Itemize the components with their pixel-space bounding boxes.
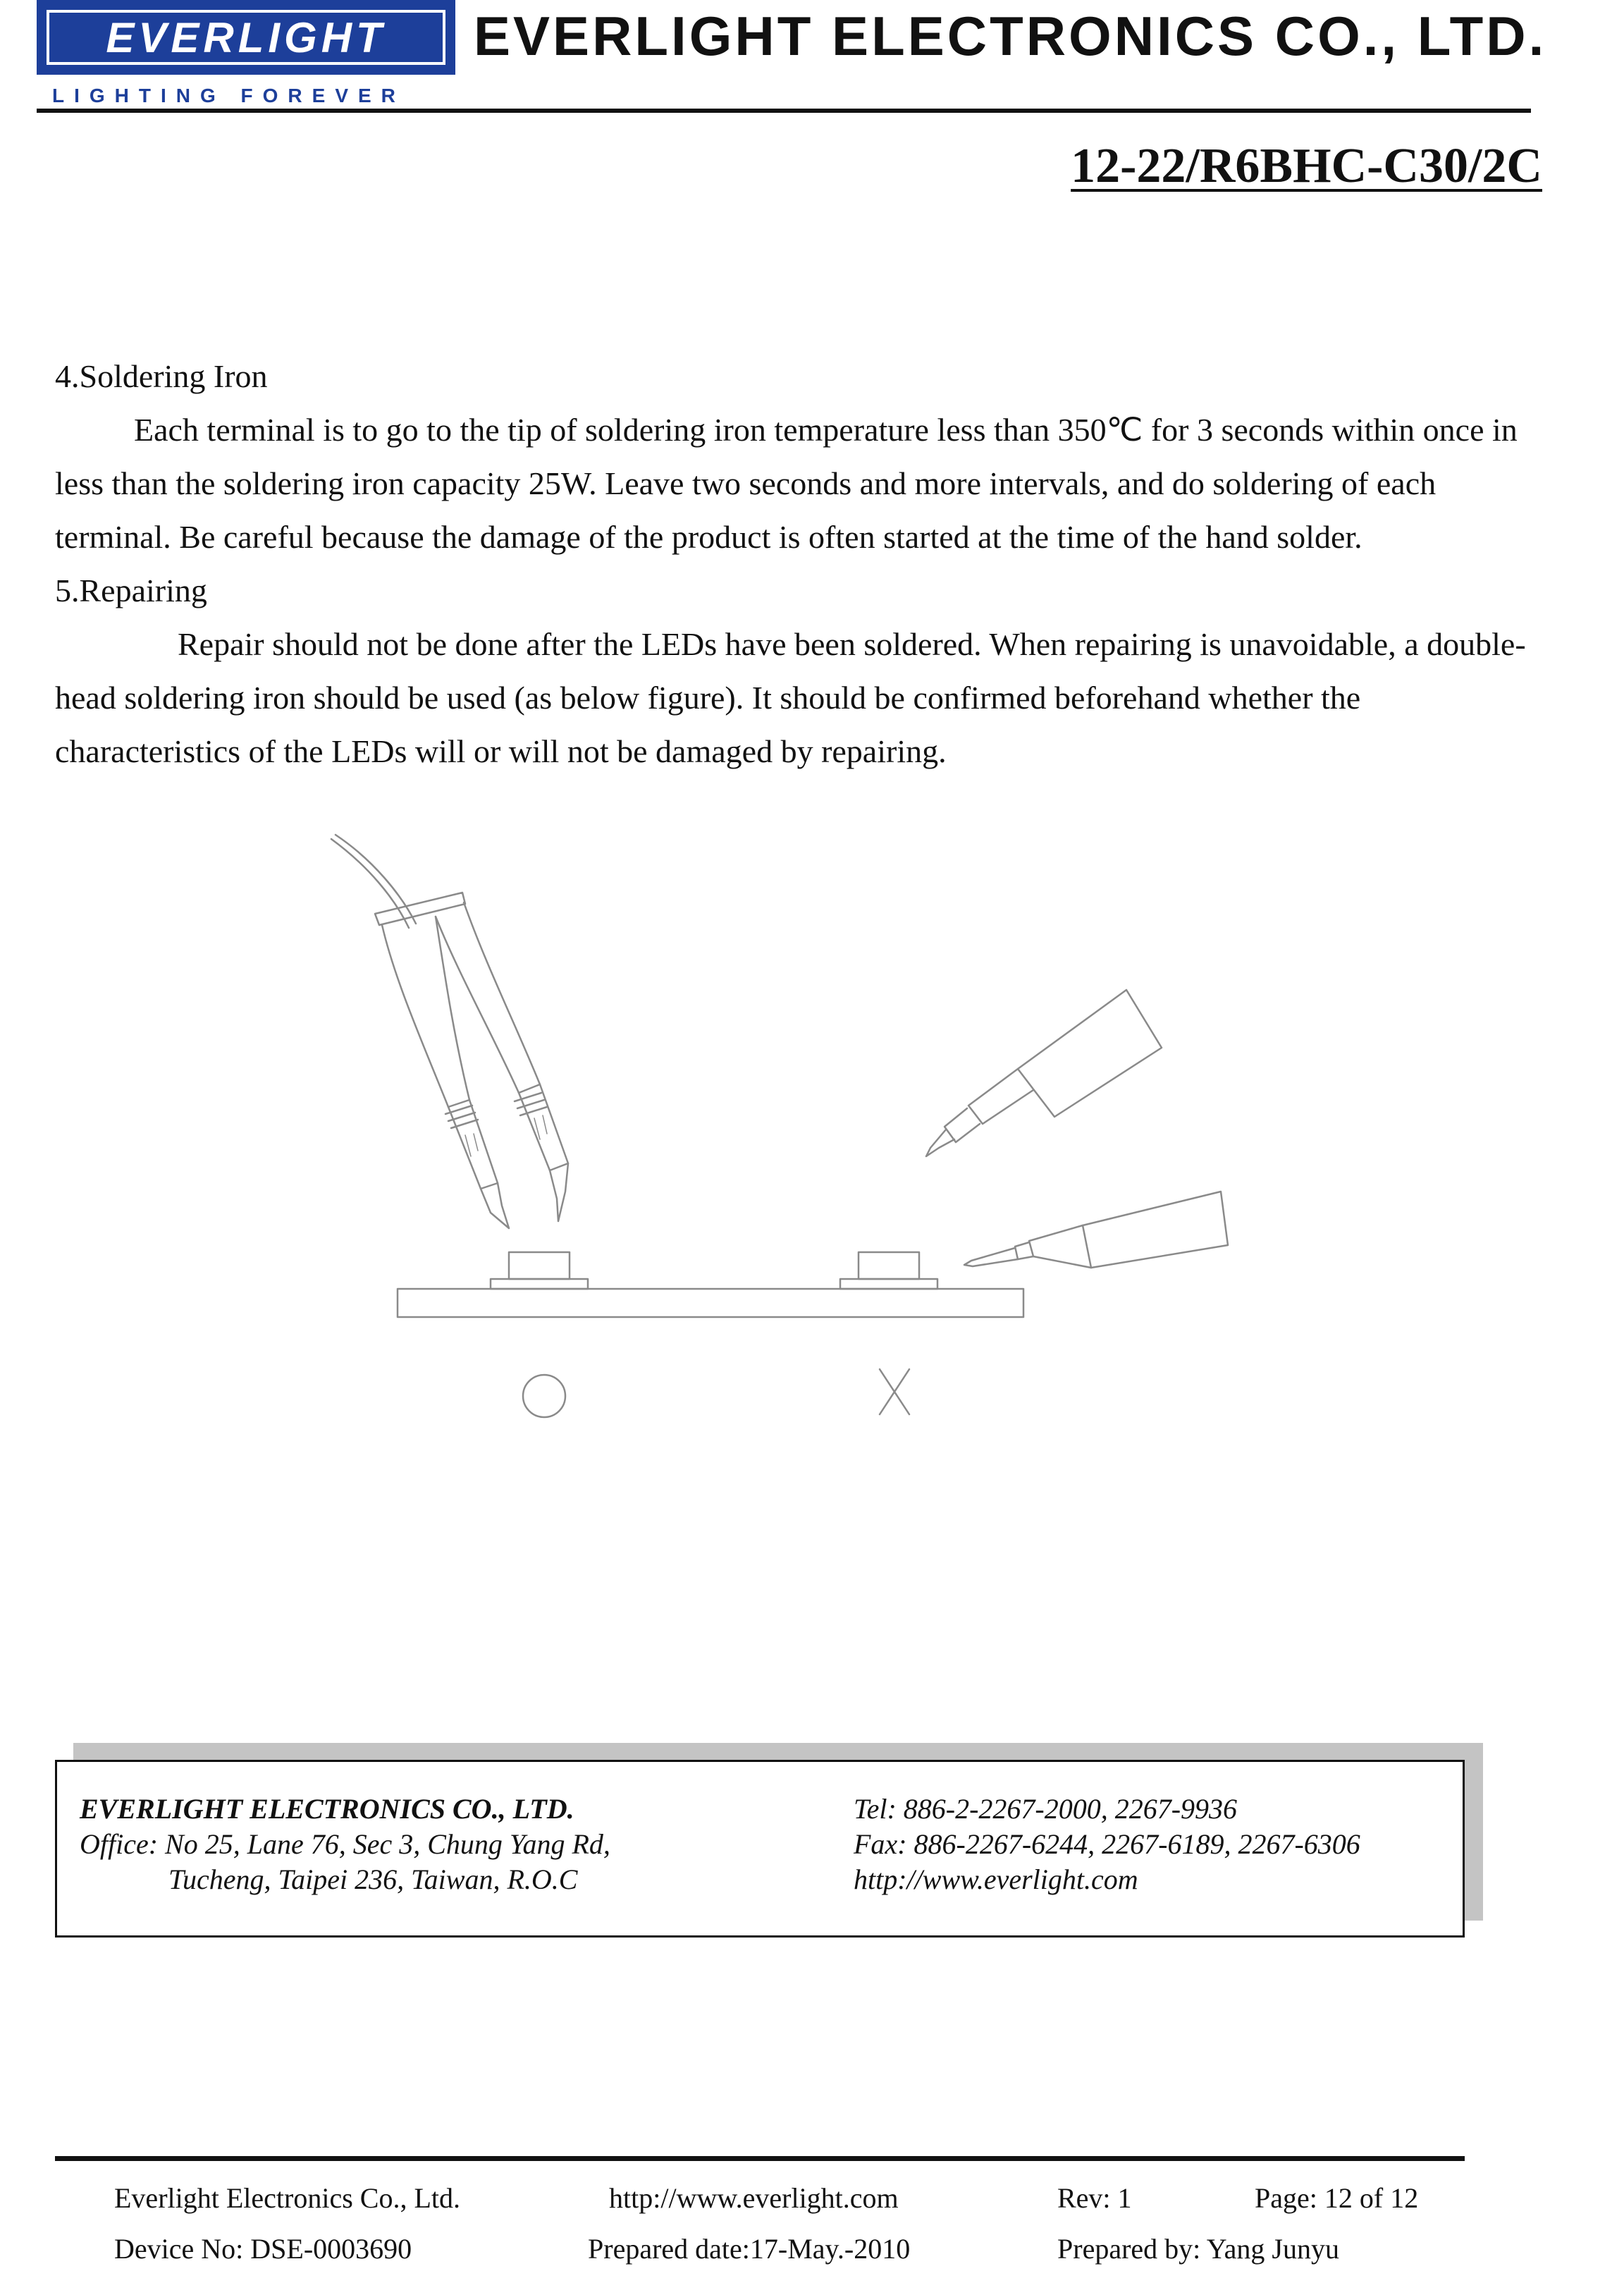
footer-url[interactable]: http://www.everlight.com <box>609 2182 899 2214</box>
contact-tel: Tel: 886-2-2267-2000, 2267-9936 <box>854 1793 1238 1825</box>
logo-frame <box>47 10 445 65</box>
led-left-body <box>509 1252 570 1279</box>
logo-tagline: LIGHTING FOREVER <box>52 85 405 106</box>
iron-cord-2 <box>331 839 409 928</box>
footer-company: Everlight Electronics Co., Ltd. <box>114 2182 460 2214</box>
iron-collar <box>375 893 465 925</box>
document-body <box>55 350 1535 778</box>
led-right-base <box>840 1279 937 1289</box>
contact-website-link[interactable]: http://www.everlight.com <box>854 1863 1138 1895</box>
section-heading-repairing: 5.Repairing <box>55 573 207 608</box>
contact-box <box>55 1760 1465 1938</box>
led-left-base <box>491 1279 588 1289</box>
section-text-repairing: Repair should not be done after the LEDs have been soldered. When repairing is unavoidable, a double-head soldering iron should be used (as below figure). It should be confirmed beforehand whether the characteristics of the LEDs will or will not be damaged by repairing. <box>55 626 1526 769</box>
lower-iron-shaft <box>1029 1225 1091 1268</box>
repair-figure <box>324 825 1283 1459</box>
wrong-mark-label: X <box>895 1438 896 1439</box>
double-head-soldering-iron <box>331 835 568 1228</box>
lower-iron-handle <box>1083 1192 1228 1268</box>
company-title: EVERLIGHT ELECTRONICS CO., LTD. <box>474 5 1547 67</box>
iron-right-tip <box>550 1163 568 1221</box>
iron-left-grip <box>382 917 469 1107</box>
contact-office-line1: Office: No 25, Lane 76, Sec 3, Chung Yang Rd, <box>80 1828 610 1860</box>
footer-page: Page: 12 of 12 <box>1255 2182 1419 2214</box>
footer-prepared-date: Prepared date:17-May.-2010 <box>588 2233 911 2265</box>
part-number: 12-22/R6BHC-C30/2C <box>1071 139 1542 193</box>
led-right-body <box>859 1252 919 1279</box>
everlight-logo <box>37 0 455 75</box>
footer-divider <box>55 2156 1465 2161</box>
correct-circle-mark <box>523 1375 565 1417</box>
lower-iron-tip <box>964 1248 1018 1266</box>
logo-text: EVERLIGHT <box>106 13 386 61</box>
footer-device-no: Device No: DSE-0003690 <box>114 2233 412 2265</box>
contact-fax: Fax: 886-2267-6244, 2267-6189, 2267-6306 <box>854 1828 1360 1860</box>
contact-company: EVERLIGHT ELECTRONICS CO., LTD. <box>80 1793 574 1825</box>
upper-iron-handle <box>1018 990 1162 1117</box>
iron-right-grip <box>436 902 540 1093</box>
footer-prepared-by: Prepared by: Yang Junyu <box>1057 2233 1339 2265</box>
header-divider <box>37 109 1531 113</box>
two-single-soldering-irons <box>926 990 1228 1268</box>
iron-left-tip <box>481 1183 509 1228</box>
contact-address-block <box>80 1792 610 1897</box>
wrong-x-mark <box>880 1369 909 1414</box>
contact-office-line2: Tucheng, Taipei 236, Taiwan, R.O.C <box>168 1863 578 1895</box>
section-text-soldering-iron: Each terminal is to go to the tip of soldering iron temperature less than 350℃ for 3 seconds within once in less than the soldering iron capacity 25W. Leave two seconds and more intervals, and do soldering of each terminal. Be careful because the damage of the product is often started at the time of the hand solder. <box>55 412 1518 555</box>
footer-rev: Rev: 1 <box>1057 2182 1132 2214</box>
pcb-board <box>398 1289 1023 1317</box>
contact-phone-block <box>854 1792 1360 1897</box>
correct-mark-label: ○ <box>544 1438 545 1439</box>
section-heading-soldering-iron: 4.Soldering Iron <box>55 358 268 394</box>
